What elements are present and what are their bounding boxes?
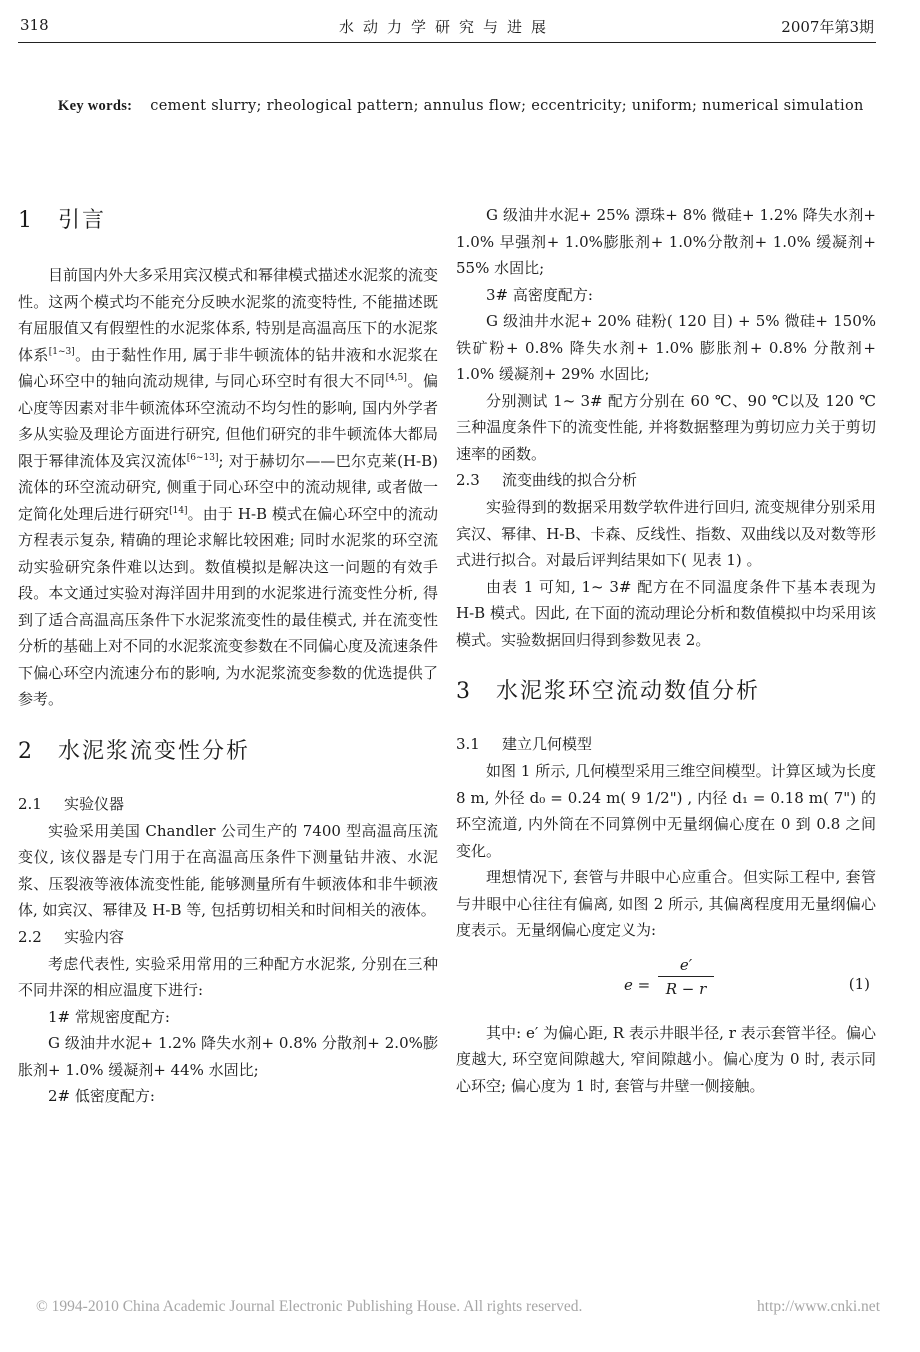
section-2-heading (18, 727, 438, 777)
keywords-text: cement slurry; rheological pattern; annulus flow; eccentricity; uniform; numerical simulation (150, 98, 864, 114)
formula-label: 1# 常规密度配方: (48, 1007, 170, 1026)
subsection-2-3-heading: 2.3 流变曲线的拟合分析 (456, 471, 638, 489)
issue-label: 2007年第3期 (781, 18, 874, 36)
citation[interactable]: [1~3] (48, 346, 75, 357)
formula-text: G 级油井水泥+ 1.2% 降失水剂+ 0.8% 分散剂+ 2.0%膨胀剂+ 1.0% 缓凝剂+ 44% 水固比; (18, 1034, 438, 1079)
subsection-2-1-heading: 2.1 实验仪器 (18, 794, 125, 813)
right-column (456, 202, 876, 1099)
section-title: 水泥浆环空流动数值分析 (496, 679, 761, 704)
paragraph: 实验得到的数据采用数学软件进行回归, 流变规律分别采用宾汉、幂律、H-B、卡森、反线性、指数、双曲线以及对数等形式进行拟合。对最后评判结果如下( 见表 1) 。 (456, 498, 876, 569)
page-number: 318 (20, 16, 49, 34)
section-title: 引言 (58, 208, 107, 233)
citation[interactable]: [4,5] (385, 373, 407, 383)
equation-fraction (658, 954, 714, 1001)
section-1-heading (18, 196, 438, 246)
keywords-label: Key words: (58, 98, 133, 114)
intro-paragraph: 目前国内外大多采用宾汉模式和幂律模式描述水泥浆的流变性。这两个模式均不能充分反映水泥浆的流变特性, 不能描述既有屈服值又有假塑性的水泥浆体系, 特别是高温高压下的水泥浆体系[1~3]。由于黏性作用, 属于非牛顿流体的钻井液和水泥浆在偏心环空中的轴向流动规律, 与同心环空时有很大不同[4,5]。偏心度等因素对非牛顿流体环空流动不均匀性的影响, 国内外学者多从实验及理论方面进行研究, 但他们研究的非牛顿流体大都局限于幂律流体及宾汉流体[6~13]; 对于赫切尔——巴尔克莱(H-B) 流体的环空流动研究, 侧重于同心环空中的流动规律, 或者做一定简化处理后进行研究[14]。由于 H-B 模式在偏心环空中的流动方程表示复杂, 精确的理论求解比较困难; 同时水泥浆的环空流动实验研究条件难以达到。数值模拟是解决这一问题的有效手段。本文通过实验对海洋固井用到的水泥浆进行流变性分析, 得到了适合高温高压条件下水泥浆流变性的最佳模式, 并在流变性分析的基础上对不同的水泥浆流变参数在不同偏心度及流速条件下偏心环空内流速分布的影响, 为水泥浆流变参数的优选提供了参考。 (18, 266, 439, 708)
page-footer (36, 1298, 880, 1316)
citation[interactable]: [14] (169, 505, 188, 516)
paragraph: 其中: e′ 为偏心距, R 表示井眼半径, r 表示套管半径。偏心度越大, 环空宽间隙越大, 窄间隙越小。偏心度为 0 时, 表示同心环空; 偏心度为 1 时, 套管与井壁一侧接触。 (456, 1023, 876, 1095)
paragraph: 考虑代表性, 实验采用常用的三种配方水泥浆, 分别在三种不同井深的相应温度下进行: (18, 954, 438, 999)
paragraph: 由表 1 可知, 1~ 3# 配方在不同温度条件下基本表现为 H-B 模式。因此, 在下面的流动理论分析和数值模拟中均采用该模式。实验数据回归得到参数见表 2。 (456, 577, 876, 649)
equation-denominator: R − r (665, 979, 707, 998)
formula-text: G 级油井水泥+ 25% 漂珠+ 8% 微硅+ 1.2% 降失水剂+ 1.0% 早强剂+ 1.0%膨胀剂+ 1.0%分散剂+ 1.0% 缓凝剂+ 55% 水固比; (456, 206, 876, 277)
equation-number: (1) (848, 974, 870, 993)
equation-1 (456, 954, 876, 1012)
formula-text: G 级油井水泥+ 20% 硅粉( 120 目) + 5% 微硅+ 150% 铁矿粉+ 0.8% 降失水剂+ 1.0% 膨胀剂+ 0.8% 分散剂+ 1.0% 缓凝剂+ 29% 水固比; (456, 312, 876, 383)
section-3-heading (456, 667, 876, 717)
paragraph: 如图 1 所示, 几何模型采用三维空间模型。计算区域为长度 8 m, 外径 d₀ = 0.24 m( 9 1/2") , 内径 d₁ = 0.18 m( 7") 的环空流道, 内外筒在不同算例中无量纲偏心度在 0 到 0.8 之间变化。 (456, 762, 876, 860)
equation-lhs: e = (624, 975, 651, 994)
left-column (18, 196, 438, 1110)
paragraph: 理想情况下, 套管与井眼中心应重合。但实际工程中, 套管与井眼中心往往有偏离, 如图 2 所示, 其偏离程度用无量纲偏心度表示。无量纲偏心度定义为: (456, 868, 876, 939)
journal-title: 水动力学研究与进展 (338, 18, 555, 36)
paragraph: 分别测试 1~ 3# 配方分别在 60 ℃、90 ℃以及 120 ℃三种温度条件下的流变性能, 并将数据整理为剪切应力关于剪切速率的函数。 (456, 391, 876, 463)
subsection-3-1-heading: 3.1 建立几何模型 (456, 735, 593, 753)
page-header (18, 14, 876, 43)
formula-label: 2# 低密度配方: (48, 1087, 155, 1105)
citation[interactable]: [6~13] (186, 452, 219, 463)
section-number: 2 (18, 738, 34, 764)
section-number: 3 (456, 679, 472, 704)
paragraph: 实验采用美国 Chandler 公司生产的 7400 型高温高压流变仪, 该仪器是专门用于在高温高压条件下测量钻井液、水泥浆、压裂液等液体流变性能, 能够测量所有牛顿液体和非牛顿液体, 如宾汉、幂律及 H-B 等, 包括剪切相关和时间相关的液体。 (18, 821, 438, 919)
copyright-notice: © 1994-2010 China Academic Journal Electronic Publishing House. All rights reserved. (36, 1298, 583, 1315)
formula-label: 3# 高密度配方: (486, 285, 593, 304)
keywords-block (18, 92, 874, 120)
equation-numerator: e′ (658, 954, 714, 977)
section-title: 水泥浆流变性分析 (58, 738, 251, 764)
subsection-2-2-heading: 2.2 实验内容 (18, 927, 125, 946)
section-number: 1 (18, 208, 34, 233)
footer-url[interactable]: http://www.cnki.net (757, 1298, 880, 1315)
